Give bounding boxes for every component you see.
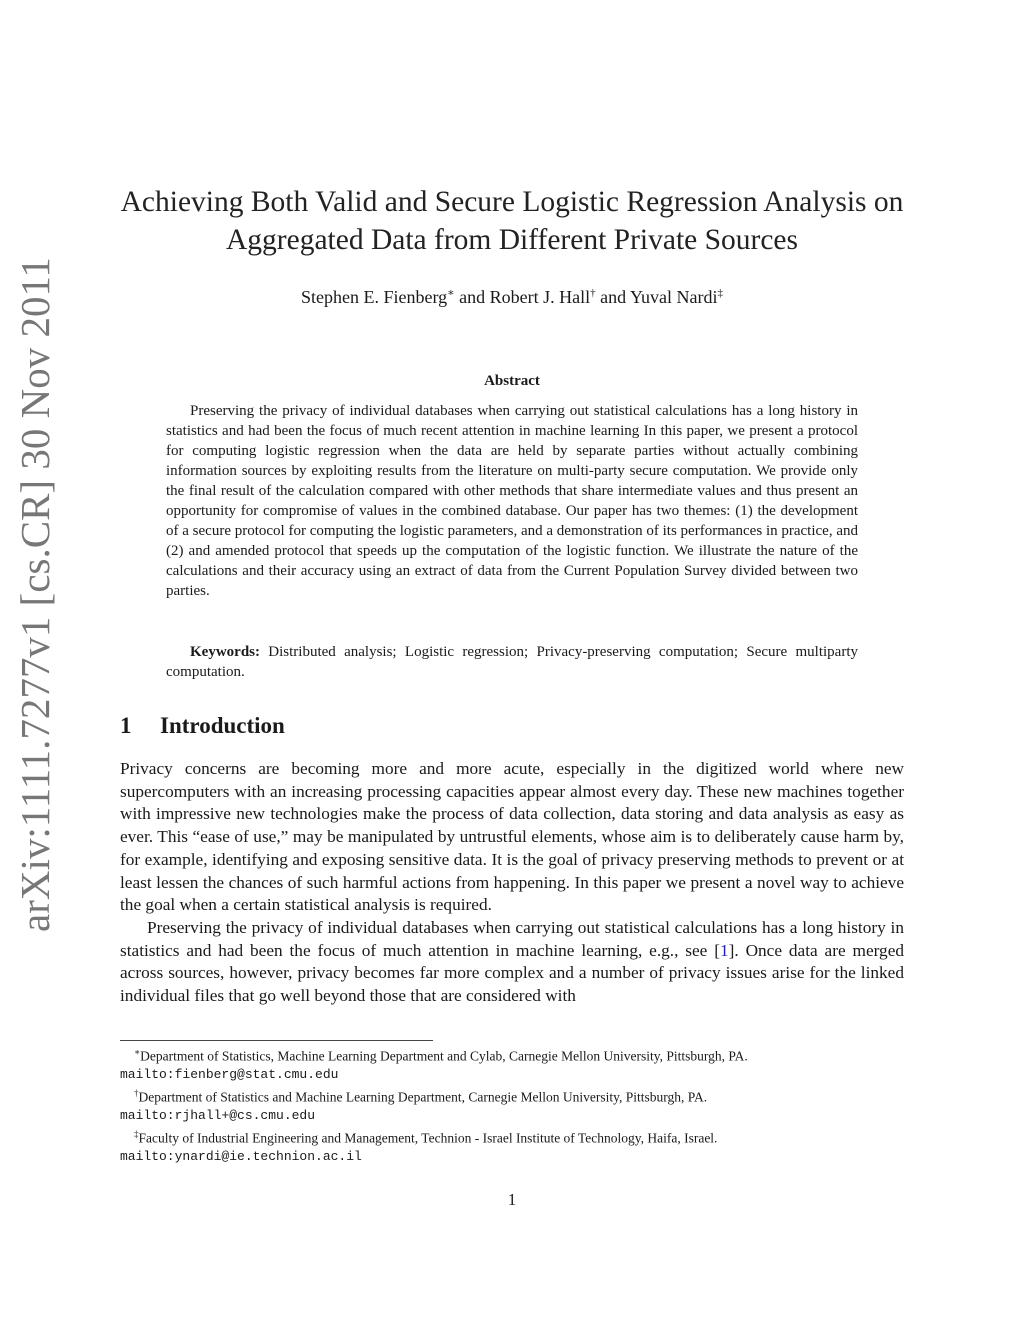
author-separator: and <box>595 287 630 307</box>
paragraph-2 <box>120 917 904 1008</box>
email-link-hall[interactable]: mailto:rjhall+@cs.cmu.edu <box>120 1107 316 1123</box>
paragraph-2-part-1: Preserving the privacy of individual databases when carrying out statistical calculations has a long history in statistics and had been the focus of much attention in machine learning, e.g., see [ <box>120 917 904 960</box>
arxiv-stamp: arXiv:1111.7277v1 [cs.CR] 30 Nov 2011 <box>12 257 58 932</box>
title-line-1: Achieving Both Valid and Secure Logistic Regression Analysis on <box>120 186 904 218</box>
section-number: 1 <box>120 713 132 738</box>
abstract-heading: Abstract <box>484 373 540 389</box>
paragraph-2-part-2: ]. Once data are merged across sources, however, privacy becomes far more complex and a number of privacy issues arise for the linked individual files that go well beyond those that are considered with <box>120 940 905 1006</box>
page-number: 1 <box>507 1190 517 1209</box>
author-nardi: Yuval Nardi <box>629 287 718 307</box>
footnote-2-mark: † <box>134 1088 139 1099</box>
paragraph-1: Privacy concerns are becoming more and more acute, especially in the digitized world where new supercomputers with an increasing processing capacities appear almost every day. These new machines together with impressive new technologies make the process of data collection, data storing and data analysis as easy as ever. This “ease of use,” may be manipulated by untrustful elements, whose aim is to deliberately cause harm by, for example, identifying and exposing sensitive data. It is the goal of privacy preserving methods to prevent or at least lessen the chances of such harmful actions from happening. In this paper we present a novel way to achieve the goal when a certain statistical analysis is required. <box>120 759 904 915</box>
footnote-mark-1[interactable]: ∗ <box>447 287 455 299</box>
author-hall: Robert J. Hall <box>489 287 591 307</box>
footnote-1 <box>120 1043 904 1084</box>
keywords-text: Distributed analysis; Logistic regression; Privacy-preserving computation; Secure multiparty computation. <box>166 644 858 680</box>
footnote-3-mark: ‡ <box>134 1129 139 1140</box>
author-list <box>120 281 904 309</box>
footnote-rule <box>120 1040 433 1041</box>
title-line-2: Aggregated Data from Different Private Sources <box>225 224 799 256</box>
footnote-1-mark: ∗ <box>134 1047 141 1057</box>
footnote-1-text: Department of Statistics, Machine Learning Department and Cylab, Carnegie Mellon University, Pittsburgh, PA. <box>140 1048 748 1064</box>
footnote-3 <box>120 1125 904 1166</box>
author-separator: and <box>454 287 490 307</box>
footnote-2-text: Department of Statistics and Machine Learning Department, Carnegie Mellon University, Pittsburgh, PA. <box>138 1089 708 1105</box>
footnote-2 <box>120 1084 904 1125</box>
abstract-text: Preserving the privacy of individual databases when carrying out statistical calculations has a long history in statistics and had been the focus of much recent attention in machine learning In this paper, we present a protocol for computing logistic regression when the data are held by separate parties without actually combining information sources by exploiting results from the literature on multi-party secure computation. We provide only the final result of the calculation compared with other methods that share intermediate values and thus present an opportunity for compromise of values in the combined database. Our paper has two themes: (1) the development of a secure protocol for computing the logistic parameters, and a demonstration of its performances in practice, and (2) and amended protocol that speeds up the computation of the logistic function. We illustrate the nature of the calculations and their accuracy using an extract of data from the Current Population Survey divided between two parties. <box>166 403 858 599</box>
email-link-fienberg[interactable]: mailto:fienberg@stat.cmu.edu <box>120 1066 339 1082</box>
body-text <box>120 758 904 1008</box>
footnote-mark-3[interactable]: ‡ <box>717 287 723 299</box>
footnote-3-text: Faculty of Industrial Engineering and Management, Technion - Israel Institute of Technology, Haifa, Israel. <box>138 1130 718 1146</box>
section-heading <box>120 711 285 741</box>
citation-link[interactable]: 1 <box>719 940 729 960</box>
author-fienberg: Stephen E. Fienberg <box>301 287 448 307</box>
paper-title <box>120 183 904 259</box>
keywords <box>166 642 858 682</box>
footnote-mark-2[interactable]: † <box>590 287 596 299</box>
section-title: Introduction <box>160 713 285 738</box>
keywords-label: Keywords: <box>190 644 260 660</box>
footnotes <box>120 1043 904 1166</box>
email-link-nardi[interactable]: mailto:ynardi@ie.technion.ac.il <box>120 1148 362 1164</box>
